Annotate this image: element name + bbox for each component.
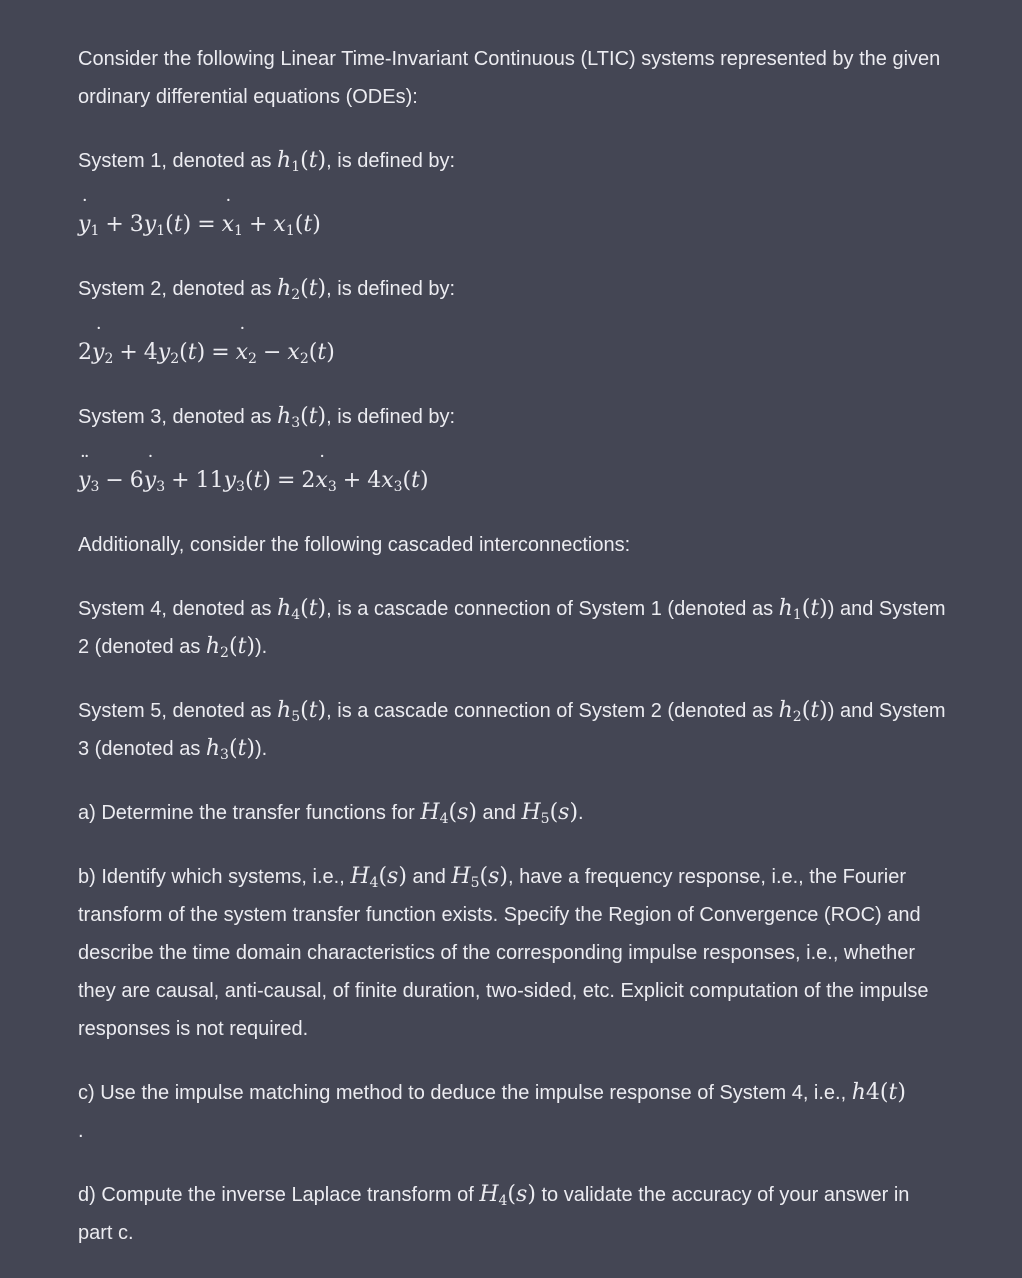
system-2-label: System 2, denoted as $h_2(t)$, is defined by: [78, 276, 456, 303]
system-1-label: System 1, denoted as $h_1(t)$, is defined by: [78, 148, 456, 175]
intro-paragraph: Consider the following Linear Time-Invariant Continuous (LTIC) systems represented by the given ordinary differential equations (ODEs): [78, 48, 941, 108]
assistant-message [78, 40, 948, 1278]
system-1-equation: y $˙_1 + 3y_1(t) = x$ $˙_1 + x_1(t)$ [78, 206, 948, 244]
system-3-label: System 3, denoted as $h_3(t)$, is defined by: [78, 404, 456, 431]
part-c: c) Use the impulse matching method to deduce the impulse response of System 4, i.e., h4(t) . [78, 1080, 906, 1142]
system-4-description: System 4, denoted as $h_4(t)$, is a cascade connection of System 1 (denoted as $h_1(t)$) and System 2 (denoted as $h_2(t)$). [78, 596, 946, 661]
system-3-equation: y $¨_3 - 6y$ $˙_3 + 11y_3(t) = 2x$ $˙_3 + 4x_3(t)$ [78, 462, 948, 500]
cascade-intro: Additionally, consider the following cascaded interconnections: [78, 534, 631, 556]
system-5-description: System 5, denoted as $h_5(t)$, is a cascade connection of System 2 (denoted as $h_2(t)$) and System 3 (denoted as $h_3(t)$). [78, 698, 946, 763]
part-d: d) Compute the inverse Laplace transform of $H_4(s)$ to validate the accuracy of your answer in part c. [78, 1182, 910, 1244]
system-2-equation: 2y $˙_2 + 4y_2(t) = x$ $˙_2 - x_2(t)$ [78, 334, 948, 372]
part-a: a) Determine the transfer functions for $H_4(s)$ and $H_5(s)$. [78, 800, 584, 827]
part-b: b) Identify which systems, i.e., $H_4(s)$ and $H_5(s)$, have a frequency response, i.e., the Fourier transform of the system transfer function exists. Specify the Region of Convergence (ROC) and describe the time domain characteristics of the corresponding impulse responses, i.e., whether they are causal, anti-causal, of finite duration, two-sided, etc. Explicit computation of the impulse responses is not required. [78, 864, 929, 1040]
